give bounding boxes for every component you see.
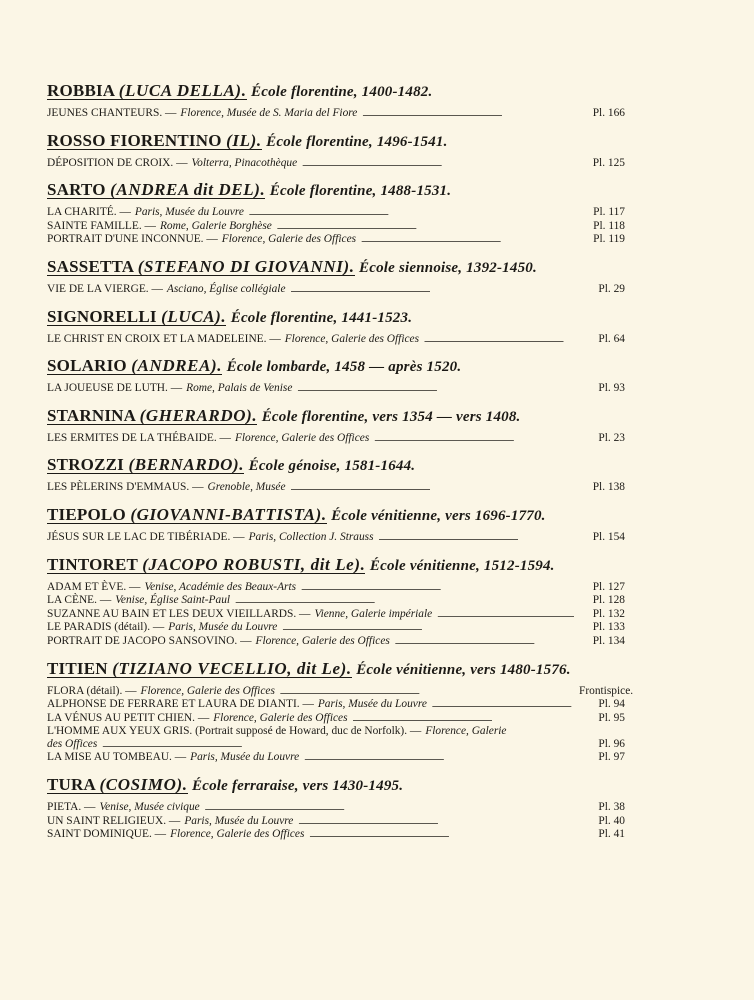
artist-given-name: (ANDREA dit DEL). <box>110 180 266 200</box>
leader-dots <box>353 712 574 726</box>
artist-name <box>47 181 265 199</box>
plate-entry <box>47 684 634 699</box>
plate-entry <box>47 531 625 545</box>
plate-title: LA VÉNUS AU PETIT CHIEN. — <box>47 711 210 724</box>
plate-entry <box>47 635 625 649</box>
plate-list <box>47 206 625 247</box>
plate-entry <box>47 828 625 842</box>
plate-location: Volterra, Pinacothèque <box>191 156 298 169</box>
plate-title: SAINT DOMINIQUE. — <box>47 828 167 841</box>
artist-given-name: (LUCA). <box>161 306 227 326</box>
artist-surname: STARNINA <box>47 405 136 425</box>
artist-heading <box>47 131 625 152</box>
artist-section <box>47 455 625 495</box>
artist-name <box>47 660 352 678</box>
artist-surname: TINTORET <box>47 554 138 574</box>
artist-school: École florentine, 1496-1541. <box>266 133 448 150</box>
artist-section <box>47 356 625 396</box>
plate-entry <box>47 801 625 815</box>
plate-reference: Pl. 128 <box>592 594 625 607</box>
plate-entry <box>47 621 625 635</box>
artist-heading <box>47 406 625 427</box>
artist-surname: SARTO <box>47 180 106 200</box>
plate-title: LA CÈNE. — <box>47 594 112 607</box>
plate-title: FLORA (détail). — <box>47 684 137 697</box>
plate-reference: Pl. 41 <box>598 828 625 841</box>
artist-section <box>47 307 625 347</box>
artist-heading <box>47 81 625 102</box>
leader-dots <box>205 801 574 815</box>
plate-title: LE PARADIS (détail). — <box>47 621 165 634</box>
plate-location: Florence, Galerie des Offices <box>234 431 370 444</box>
plate-list <box>47 157 625 171</box>
artist-school: École florentine, 1441-1523. <box>230 309 413 326</box>
plate-entry-continued <box>47 738 625 752</box>
artist-section <box>47 555 625 649</box>
plate-title: L'HOMME AUX YEUX GRIS. (Portrait supposé de Howard, duc de Norfolk). — <box>47 725 422 738</box>
plate-title: PIETA. — <box>47 801 96 814</box>
artist-surname: SASSETTA <box>47 256 134 276</box>
plate-reference: Pl. 94 <box>598 698 625 711</box>
artist-surname: ROSSO FIORENTINO <box>47 130 222 150</box>
plate-reference: Pl. 117 <box>593 206 625 219</box>
plate-reference: Pl. 40 <box>598 814 625 827</box>
plate-title: PORTRAIT DE JACOPO SANSOVINO. — <box>47 634 252 647</box>
plate-title: PORTRAIT D'UNE INCONNUE. — <box>47 233 218 246</box>
artist-name <box>47 776 188 794</box>
plate-location: Venise, Église Saint-Paul <box>115 594 231 607</box>
artist-heading <box>47 659 625 680</box>
leader-dots <box>102 738 574 752</box>
leader-dots <box>291 481 574 495</box>
plate-location: Paris, Collection J. Strauss <box>248 530 374 543</box>
plate-title: LA MISE AU TOMBEAU. — <box>47 751 187 764</box>
plate-reference: Pl. 134 <box>592 634 625 647</box>
plate-entry <box>47 233 625 247</box>
artist-school: École vénitienne, 1512-1594. <box>369 557 555 574</box>
plate-title: ALPHONSE DE FERRARE ET LAURA DE DIANTI. — <box>47 698 314 711</box>
plate-title: SUZANNE AU BAIN ET LES DEUX VIEILLARDS. — <box>47 607 311 620</box>
leader-dots <box>304 751 574 765</box>
leader-dots <box>432 698 574 712</box>
artist-heading <box>47 180 625 201</box>
plate-entry <box>47 594 625 608</box>
artist-given-name: (IL). <box>226 130 262 150</box>
plate-location: Paris, Musée du Louvre <box>317 698 427 711</box>
plate-entry <box>47 725 625 738</box>
artist-name <box>47 132 262 150</box>
artist-section <box>47 658 634 766</box>
plate-location: Florence, Galerie des Offices <box>213 711 348 724</box>
plate-reference: Pl. 96 <box>598 737 625 750</box>
plate-title: LE CHRIST EN CROIX ET LA MADELEINE. — <box>47 332 281 345</box>
artist-school: École vénitienne, vers 1696-1770. <box>331 507 546 524</box>
plate-location: Asciano, Église collégiale <box>166 282 286 295</box>
artist-name <box>47 82 247 100</box>
plate-reference: Frontispice. <box>579 684 634 697</box>
leader-dots <box>379 531 574 545</box>
leader-dots <box>302 157 574 171</box>
artist-section <box>47 180 625 247</box>
plate-list <box>47 801 625 842</box>
plate-reference: Pl. 125 <box>592 156 625 169</box>
plate-reference: Pl. 119 <box>593 233 625 246</box>
artist-given-name: (JACOPO ROBUSTI, dit Le). <box>142 554 366 574</box>
plate-reference: Pl. 29 <box>598 282 625 295</box>
plate-location-continued: des Offices <box>47 737 98 750</box>
plate-title: LES ERMITES DE LA THÉBAIDE. — <box>47 431 231 444</box>
plate-location: Venise, Académie des Beaux-Arts <box>144 580 297 593</box>
artist-section <box>47 406 625 446</box>
plate-location: Vienne, Galerie impériale <box>314 607 433 620</box>
artist-name <box>47 308 226 326</box>
plate-entry <box>47 206 625 220</box>
artist-school: École florentine, 1400-1482. <box>251 84 433 100</box>
plate-list <box>47 107 625 121</box>
plate-location: Florence, Galerie des Offices <box>140 684 275 697</box>
artist-section <box>47 257 625 297</box>
artist-school: École génoise, 1581-1644. <box>248 458 416 475</box>
plate-location: Florence, Galerie <box>425 725 507 738</box>
plate-entry <box>47 815 625 829</box>
artist-given-name: (BERNARDO). <box>128 455 245 475</box>
artist-name <box>47 407 257 425</box>
plate-title: LA CHARITÉ. — <box>47 206 131 219</box>
artist-name <box>47 556 365 574</box>
artist-heading <box>47 505 625 526</box>
plate-title: DÉPOSITION DE CROIX. — <box>47 156 188 169</box>
artist-surname: ROBBIA <box>47 81 115 100</box>
artist-section <box>47 775 625 842</box>
artist-surname: TIEPOLO <box>47 504 126 524</box>
leader-dots <box>297 382 574 396</box>
artist-given-name: (COSIMO). <box>99 775 188 795</box>
artist-school: École siennoise, 1392-1450. <box>359 259 537 276</box>
plate-reference: Pl. 38 <box>598 801 625 814</box>
plate-title: JEUNES CHANTEURS. — <box>47 107 177 119</box>
artist-heading <box>47 555 625 576</box>
plate-location: Paris, Musée du Louvre <box>184 814 294 827</box>
plate-entry <box>47 698 625 712</box>
plate-title: JÉSUS SUR LE LAC DE TIBÉRIADE. — <box>47 530 245 543</box>
artist-school: École florentine, vers 1354 — vers 1408. <box>261 408 521 425</box>
artist-given-name: (TIZIANO VECELLIO, dit Le). <box>112 658 352 678</box>
plate-title: UN SAINT RELIGIEUX. — <box>47 814 181 827</box>
plate-entry <box>47 481 625 495</box>
artist-heading <box>47 356 625 377</box>
plate-entry <box>47 283 625 297</box>
plate-list <box>47 481 625 495</box>
leader-dots <box>298 815 574 829</box>
plate-title: SAINTE FAMILLE. — <box>47 219 156 232</box>
leader-dots <box>291 283 574 297</box>
plate-reference: Pl. 132 <box>592 607 625 620</box>
plate-entry <box>47 432 625 446</box>
leader-dots <box>282 621 574 635</box>
plate-list <box>47 684 634 766</box>
plate-entry <box>47 157 625 171</box>
artist-name <box>47 506 327 524</box>
plate-reference: Pl. 64 <box>598 332 625 345</box>
plate-title: VIE DE LA VIERGE. — <box>47 282 163 295</box>
artist-heading <box>47 775 625 796</box>
artist-name <box>47 456 244 474</box>
plate-location: Venise, Musée civique <box>99 801 200 814</box>
artist-section <box>47 81 625 121</box>
plate-reference: Pl. 154 <box>592 530 625 543</box>
plate-location: Paris, Musée du Louvre <box>168 621 278 634</box>
artist-school: École vénitienne, vers 1480-1576. <box>356 661 571 678</box>
artist-school: École ferraraise, vers 1430-1495. <box>192 778 404 795</box>
artist-given-name: (GHERARDO). <box>139 405 258 425</box>
plate-reference: Pl. 95 <box>598 711 625 724</box>
plate-entry <box>47 333 625 347</box>
leader-dots <box>301 581 574 595</box>
plate-location: Florence, Galerie des Offices <box>221 233 357 246</box>
plate-list <box>47 581 625 649</box>
plate-location: Paris, Musée du Louvre <box>134 206 244 219</box>
plate-location: Florence, Galerie des Offices <box>170 828 305 841</box>
plate-title: LES PÈLERINS D'EMMAUS. — <box>47 481 204 494</box>
leader-dots <box>361 233 574 247</box>
plate-entry <box>47 581 625 595</box>
leader-dots <box>280 685 574 699</box>
plate-entry <box>47 608 625 622</box>
plate-location: Florence, Musée de S. Maria del Fiore <box>180 107 358 119</box>
leader-dots <box>249 206 574 220</box>
artist-heading <box>47 257 625 278</box>
plate-list <box>47 531 625 545</box>
leader-dots <box>395 635 574 649</box>
artist-given-name: (LUCA DELLA). <box>118 81 247 100</box>
artist-heading <box>47 455 625 476</box>
plate-location: Rome, Galerie Borghèse <box>159 219 272 232</box>
plate-entry <box>47 107 625 121</box>
plate-reference: Pl. 97 <box>598 751 625 764</box>
plate-location: Paris, Musée du Louvre <box>190 751 300 764</box>
leader-dots <box>437 608 574 622</box>
plate-entry <box>47 220 625 234</box>
plate-title: LA JOUEUSE DE LUTH. — <box>47 382 183 395</box>
plate-location: Florence, Galerie des Offices <box>255 634 390 647</box>
plate-list <box>47 283 625 297</box>
artist-given-name: (GIOVANNI-BATTISTA). <box>130 504 327 524</box>
plate-location: Grenoble, Musée <box>207 481 286 494</box>
plate-list <box>47 382 625 396</box>
plate-entry <box>47 751 625 765</box>
plate-list <box>47 432 625 446</box>
artist-given-name: (ANDREA). <box>131 356 223 376</box>
plate-reference: Pl. 118 <box>593 219 625 232</box>
plate-reference: Pl. 133 <box>592 621 625 634</box>
leader-dots <box>277 220 574 234</box>
artist-name <box>47 357 222 375</box>
plate-reference: Pl. 138 <box>592 481 625 494</box>
plate-list <box>47 333 625 347</box>
artist-section <box>47 131 625 171</box>
plate-location: Rome, Palais de Venise <box>186 382 293 395</box>
artist-heading <box>47 307 625 328</box>
plate-reference: Pl. 23 <box>598 431 625 444</box>
leader-dots <box>309 828 574 842</box>
leader-dots <box>235 594 574 608</box>
plate-entry <box>47 382 625 396</box>
leader-dots <box>374 432 574 446</box>
artist-given-name: (STEFANO DI GIOVANNI). <box>137 256 355 276</box>
artist-school: École florentine, 1488-1531. <box>269 183 452 200</box>
artist-surname: TITIEN <box>47 658 108 678</box>
artist-school: École lombarde, 1458 — après 1520. <box>226 359 462 376</box>
plate-reference: Pl. 93 <box>598 382 625 395</box>
artist-surname: TURA <box>47 775 96 795</box>
plate-location: Florence, Galerie des Offices <box>284 332 420 345</box>
plate-title: ADAM ET ÈVE. — <box>47 580 141 593</box>
plate-reference: Pl. 166 <box>592 107 625 119</box>
artist-surname: SIGNORELLI <box>47 306 157 326</box>
artist-surname: STROZZI <box>47 455 124 475</box>
artist-section <box>47 505 625 545</box>
plate-entry <box>47 712 625 726</box>
plate-reference: Pl. 127 <box>592 580 625 593</box>
leader-dots <box>424 333 574 347</box>
artist-name <box>47 258 355 276</box>
artist-surname: SOLARIO <box>47 356 127 376</box>
leader-dots <box>362 107 574 121</box>
